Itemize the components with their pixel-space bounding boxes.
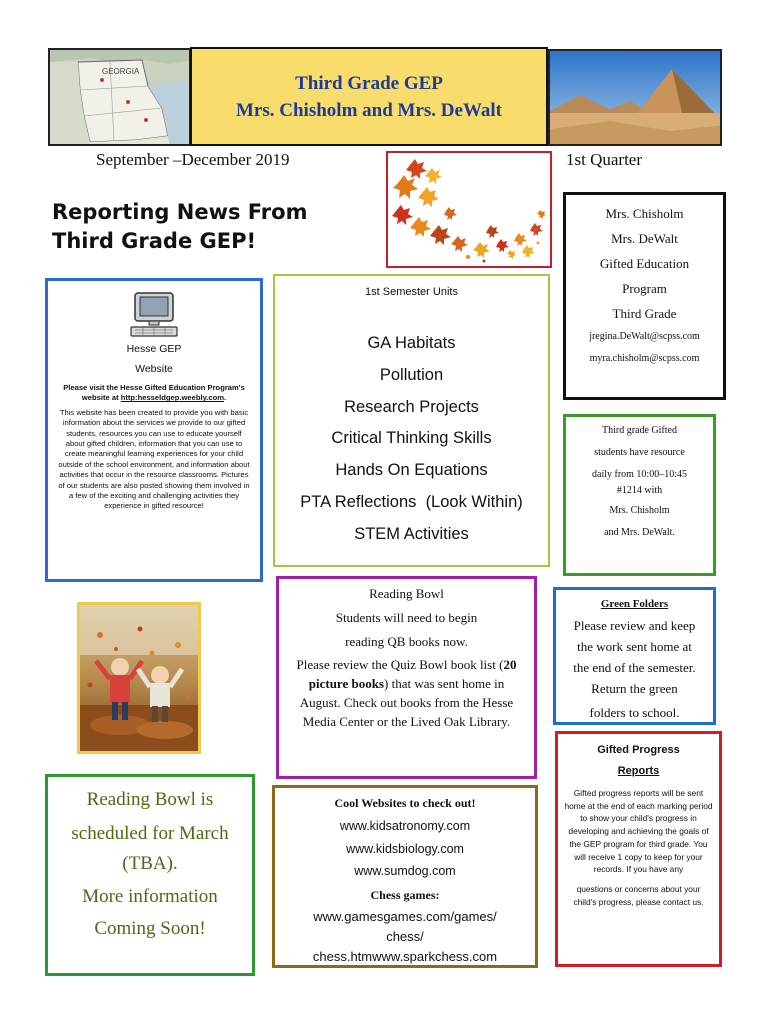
reading-bowl-box <box>276 576 537 779</box>
georgia-map-icon <box>50 50 191 146</box>
chess-link-line[interactable]: www.gamesgames.com/games/ <box>313 908 497 924</box>
newsletter-title: Third Grade GEP <box>295 72 443 94</box>
green-folders-line: Please review and keep <box>573 618 696 633</box>
unit-item: PTA Reflections (Look Within) <box>300 492 523 511</box>
gifted-progress-box <box>555 731 722 967</box>
reading-bowl-book-count: 20 picture books <box>308 657 517 691</box>
cool-websites-box <box>272 785 538 968</box>
contact-email-dewalt[interactable]: jregina.DeWalt@scpss.com <box>589 331 700 342</box>
website-link-sumdog[interactable]: www.sumdog.com <box>354 864 456 878</box>
website-subtitle: Website <box>135 363 173 375</box>
headline-line2: Third Grade GEP! <box>52 229 257 253</box>
resource-schedule-box <box>563 414 716 576</box>
reading-bowl-line: reading QB books now. <box>345 634 468 649</box>
headline-line1: Reporting News From <box>52 200 308 224</box>
gifted-progress-body: Gifted progress reports will be sent home at the end of each marking period to show your child's progress in developing and achieving the goals of the GEP program for third grade. You will receive 1 copy to keep for your records. If you have any <box>564 788 713 875</box>
reading-bowl-announcement <box>45 774 255 976</box>
reading-bowl-line: Students will need to begin <box>335 610 478 625</box>
unit-item: STEM Activities <box>354 524 469 543</box>
schedule-line: daily from 10:00–10:45 <box>592 469 687 480</box>
autumn-leaves-icon <box>388 153 550 266</box>
website-link-kidsbiology[interactable]: www.kidsbiology.com <box>346 841 464 856</box>
kids-autumn-photo <box>77 602 201 754</box>
green-folders-line: Return the green <box>591 681 678 696</box>
announcement-line: (TBA). <box>122 853 178 874</box>
newsletter-teachers: Mrs. Chisholm and Mrs. DeWalt <box>236 99 502 121</box>
unit-item: Pollution <box>379 365 444 384</box>
contact-line: Gifted Education <box>599 256 690 271</box>
chess-link-line[interactable]: chess/ <box>386 928 424 944</box>
map-label: GEORGIA <box>102 67 140 76</box>
pyramid-photo <box>548 49 722 146</box>
green-folders-line: the end of the semester. <box>573 660 696 675</box>
contact-line: Mrs. Chisholm <box>605 206 684 221</box>
contact-line: Third Grade <box>612 306 677 321</box>
autumn-leaves-image <box>386 151 552 268</box>
schedule-line: and Mrs. DeWalt. <box>604 527 675 538</box>
unit-item: GA Habitats <box>367 334 456 352</box>
gifted-progress-subtitle: Reports <box>617 765 660 777</box>
unit-item: Critical Thinking Skills <box>331 429 492 448</box>
schedule-line: #1214 with <box>616 485 663 496</box>
green-folders-line: folders to school. <box>589 705 680 720</box>
reading-bowl-instructions <box>279 655 534 731</box>
reading-bowl-text-start: Please review the Quiz Bowl book list ( <box>296 657 504 672</box>
quarter-label: 1st Quarter <box>566 150 643 169</box>
chess-games-title: Chess games: <box>370 887 440 902</box>
contact-line: Program <box>622 281 667 296</box>
green-folders-text <box>556 615 713 723</box>
reading-bowl-title: Reading Bowl <box>369 586 444 601</box>
contact-email-chisholm[interactable]: myra.chisholm@scpss.com <box>589 353 700 364</box>
green-folders-title: Green Folders <box>600 598 669 610</box>
website-link-kidsatronomy[interactable]: www.kidsatronomy.com <box>339 819 471 833</box>
schedule-line: students have resource <box>594 447 685 458</box>
pyramid-image <box>550 51 722 146</box>
gifted-progress-contact: questions or concerns about your child's progress, please contact us. <box>573 883 704 907</box>
website-link[interactable]: http:hesseldgep.weebly.com <box>120 393 224 403</box>
website-info-box <box>45 278 263 582</box>
website-intro-text: Please visit the Hesse Gifted Education Program's website at <box>63 383 245 403</box>
green-folders-line: the work sent home at <box>577 639 692 654</box>
announcement-line: Coming Soon! <box>94 918 206 939</box>
schedule-line: Mrs. Chisholm <box>609 505 670 516</box>
contact-box <box>563 192 726 400</box>
schedule-line: Third grade Gifted <box>602 425 677 436</box>
cool-websites-title: Cool Websites to check out! <box>334 796 476 810</box>
date-range: September –December 2019 <box>96 150 290 169</box>
unit-item: Hands On Equations <box>335 461 488 480</box>
header-banner <box>190 47 548 146</box>
announcement-line: Reading Bowl is <box>86 789 214 810</box>
semester-units-box <box>273 274 550 567</box>
announcement-line: scheduled for March <box>71 822 229 844</box>
units-title: 1st Semester Units <box>365 286 458 298</box>
green-folders-box <box>553 587 716 725</box>
gifted-progress-title: Gifted Progress <box>597 744 680 756</box>
website-title: Hesse GEP <box>126 343 182 355</box>
website-intro-end: . <box>223 393 227 403</box>
announcement-line: More information <box>82 885 218 907</box>
computer-icon <box>129 291 179 339</box>
unit-item: Research Projects <box>344 397 479 416</box>
reading-bowl-text-end: ) that was sent home in August. Check out books from the Hesse Media Center or the Lived Oak Library. <box>299 676 514 729</box>
contact-line: Mrs. DeWalt <box>611 231 678 246</box>
units-list <box>275 328 548 551</box>
chess-link-line[interactable]: chess.htmwww.sparkchess.com <box>312 948 498 964</box>
headline <box>52 198 372 256</box>
georgia-map-image <box>48 48 191 146</box>
kids-leaves-image <box>80 605 198 751</box>
website-description: This website has been created to provide you with basic information about the services we provide to our gifted students, resources you can use to educate yourself about gifted children, information that you can use to create meaningful learning experiences for your child outside of the school environment, and information about activities that occur in the resource classrooms. Pictures of our students are also posted showing them involved in a few of the exciting and challenging activities they experience in gifted resource! <box>58 407 250 511</box>
website-intro <box>56 383 252 404</box>
